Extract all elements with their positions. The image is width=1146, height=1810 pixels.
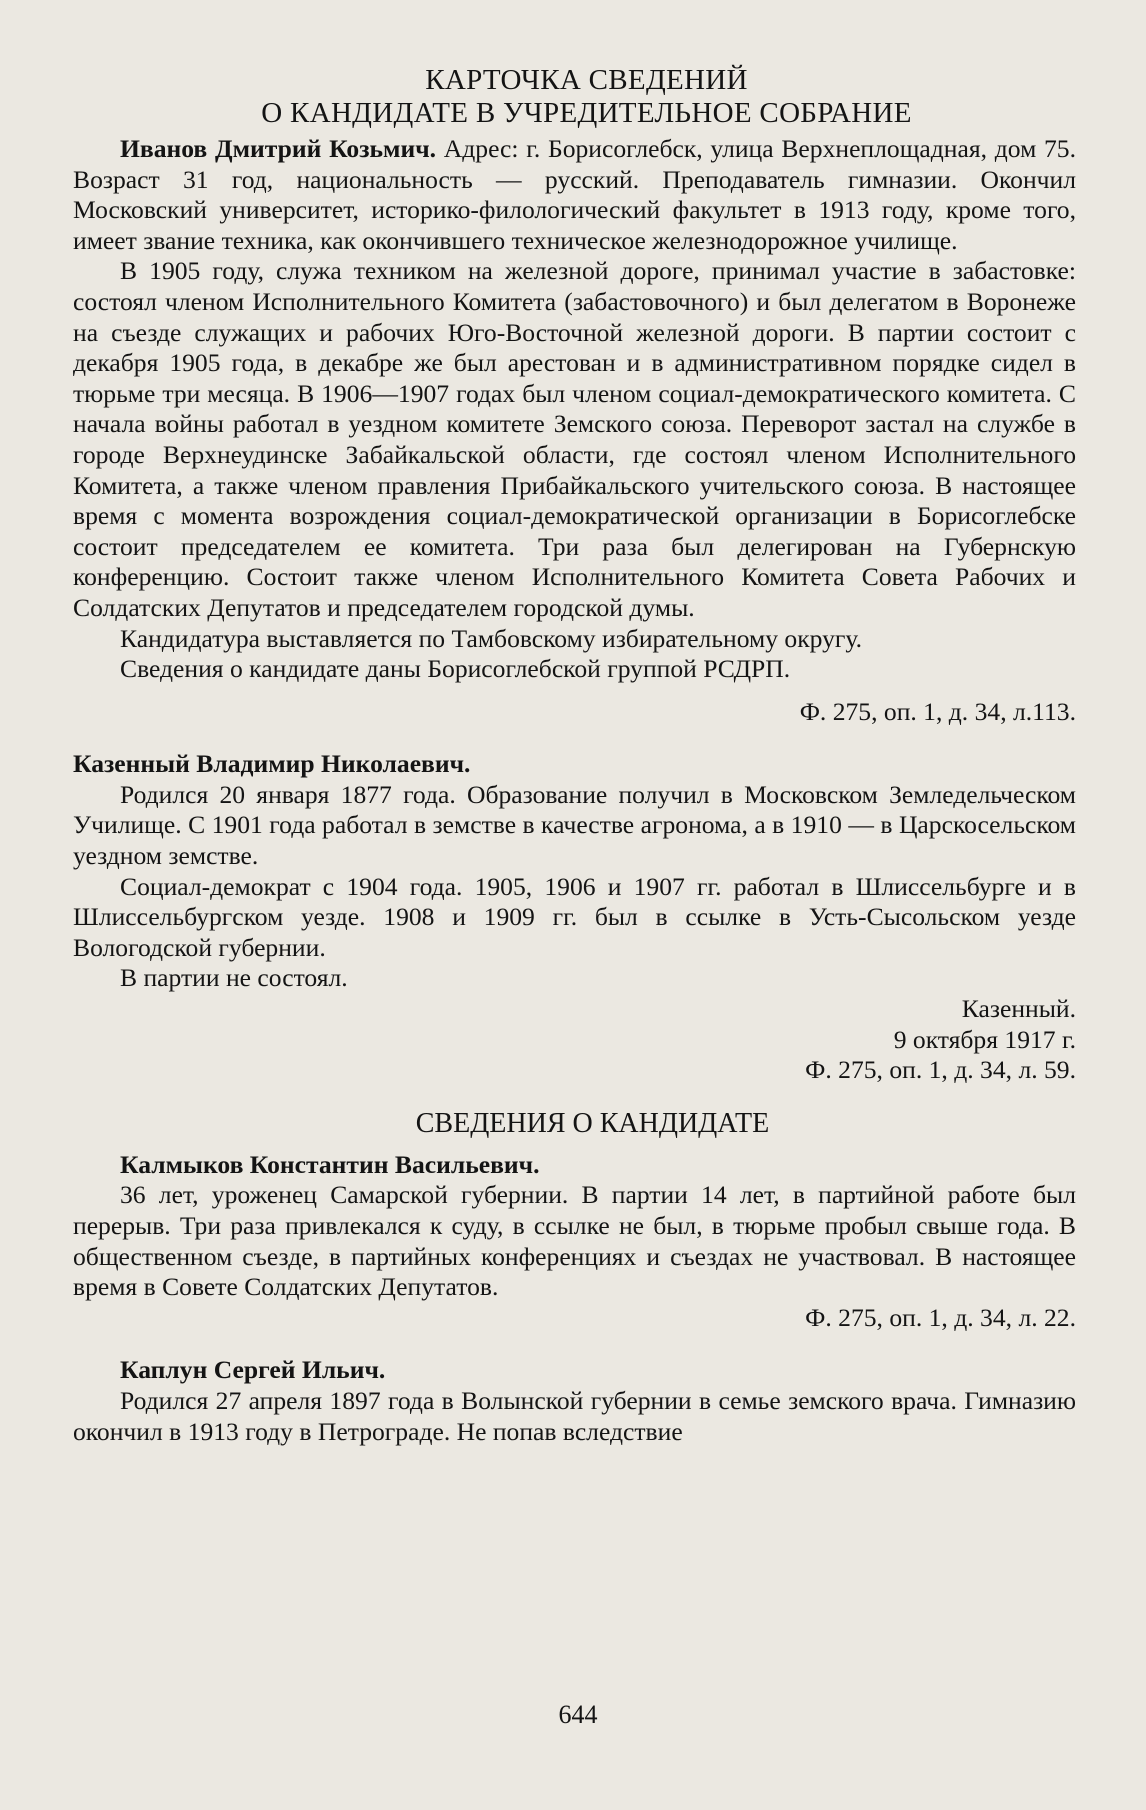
ivanov-p1-text: Адрес: г. Борисоглебск, улица Верхнеплощадная, дом 75. Возраст 31 год, национальность — русский. Преподаватель гимназии. Окончил Московский университет, историко-филологический факультет в 1913 году, кроме того, имеет звание техника, как окончившего техническое железнодорожное училище. <box>73 134 1076 255</box>
kazenny-archive-reference: Ф. 275, оп. 1, д. 34, л. 59. <box>805 1055 1076 1085</box>
kaplun-paragraph-1: Родился 27 апреля 1897 года в Волынской губернии в семье земского врача. Гимназию окончил в 1913 году в Петрограде. Не попав вследствие <box>73 1385 1076 1446</box>
kazenny-paragraph-1: Родился 20 января 1877 года. Образование получил в Московском Земледельческом Училище. С 1901 года работал в земстве в качестве агронома, а в 1910 — в Царскосельском уездном земстве. <box>73 779 1076 871</box>
ivanov-paragraph-1 <box>73 134 1076 256</box>
ivanov-archive-reference: Ф. 275, оп. 1, д. 34, л.113. <box>799 696 1076 726</box>
kalmykov-paragraph-1: 36 лет, уроженец Самарской губернии. В партии 14 лет, в партийной работе был перерыв. Три раза привлекался к суду, в ссылке не был, в тюрьме пробыл свыше года. В общественном съезде, в партийных конференциях и съездах не участвовал. В настоящее время в Совете Солдатских Депутатов. <box>73 1180 1076 1302</box>
ivanov-paragraph-2: В 1905 году, служа техником на железной дороге, принимал участие в забастовке: состоял членом Исполнительного Комитета (забастовочного) и был делегатом в Воронеже на съезде служащих и рабочих Юго-Восточной железной дороги. В партии состоит с декабря 1905 года, в декабре же был арестован и в административном порядке сидел в тюрьме три месяца. В 1906—1907 годах был членом социал-демократического комитета. С начала войны работал в уездном комитете Земского союза. Переворот застал на службе в городе Верхнеудинске Забайкальской области, где состоял членом Исполнительного Комитета, а также членом правления Прибайкальского учительского союза. В настоящее время с момента возрождения социал-демократической организации в Борисоглебске состоит председателем ее комитета. Три раза был делегирован на Губернскую конференцию. Состоит также членом Исполнительного Комитета Совета Рабочих и Солдатских Депутатов и председателем городской думы. <box>73 256 1076 622</box>
kazenny-name: Казенный Владимир Николаевич. <box>73 749 471 779</box>
ivanov-name: Иванов Дмитрий Козьмич. <box>120 134 437 163</box>
kazenny-paragraph-2: Социал-демократ с 1904 года. 1905, 1906 и 1907 гг. работал в Шлиссельбурге и в Шлиссельбургском уезде. 1908 и 1909 гг. был в ссылке в Усть-Сысольском уезде Вологодской губернии. <box>73 871 1076 962</box>
kazenny-date: 9 октября 1917 г. <box>893 1024 1076 1054</box>
kaplun-name: Каплун Сергей Ильич. <box>120 1355 386 1385</box>
kalmykov-name-line <box>73 1150 1076 1181</box>
kalmykov-archive-reference: Ф. 275, оп. 1, д. 34, л. 22. <box>805 1302 1076 1332</box>
page-number: 644 <box>558 1700 598 1729</box>
kaplun-name-line <box>73 1355 1076 1386</box>
kazenny-paragraph-3: В партии не состоял. <box>120 963 348 993</box>
section-title: СВЕДЕНИЯ О КАНДИДАТЕ <box>415 1107 770 1139</box>
card-title-line2: О КАНДИДАТЕ В УЧРЕДИТЕЛЬНОЕ СОБРАНИЕ <box>261 97 912 129</box>
kazenny-signature: Казенный. <box>961 994 1076 1024</box>
kalmykov-name: Калмыков Константин Васильевич. <box>120 1149 540 1179</box>
ivanov-paragraph-4: Сведения о кандидате даны Борисоглебской группой РСДРП. <box>120 654 791 684</box>
card-title-line1: КАРТОЧКА СВЕДЕНИЙ <box>425 64 748 96</box>
ivanov-paragraph-3: Кандидатура выставляется по Тамбовскому избирательному округу. <box>120 623 863 653</box>
kazenny-name-line <box>73 749 1076 780</box>
